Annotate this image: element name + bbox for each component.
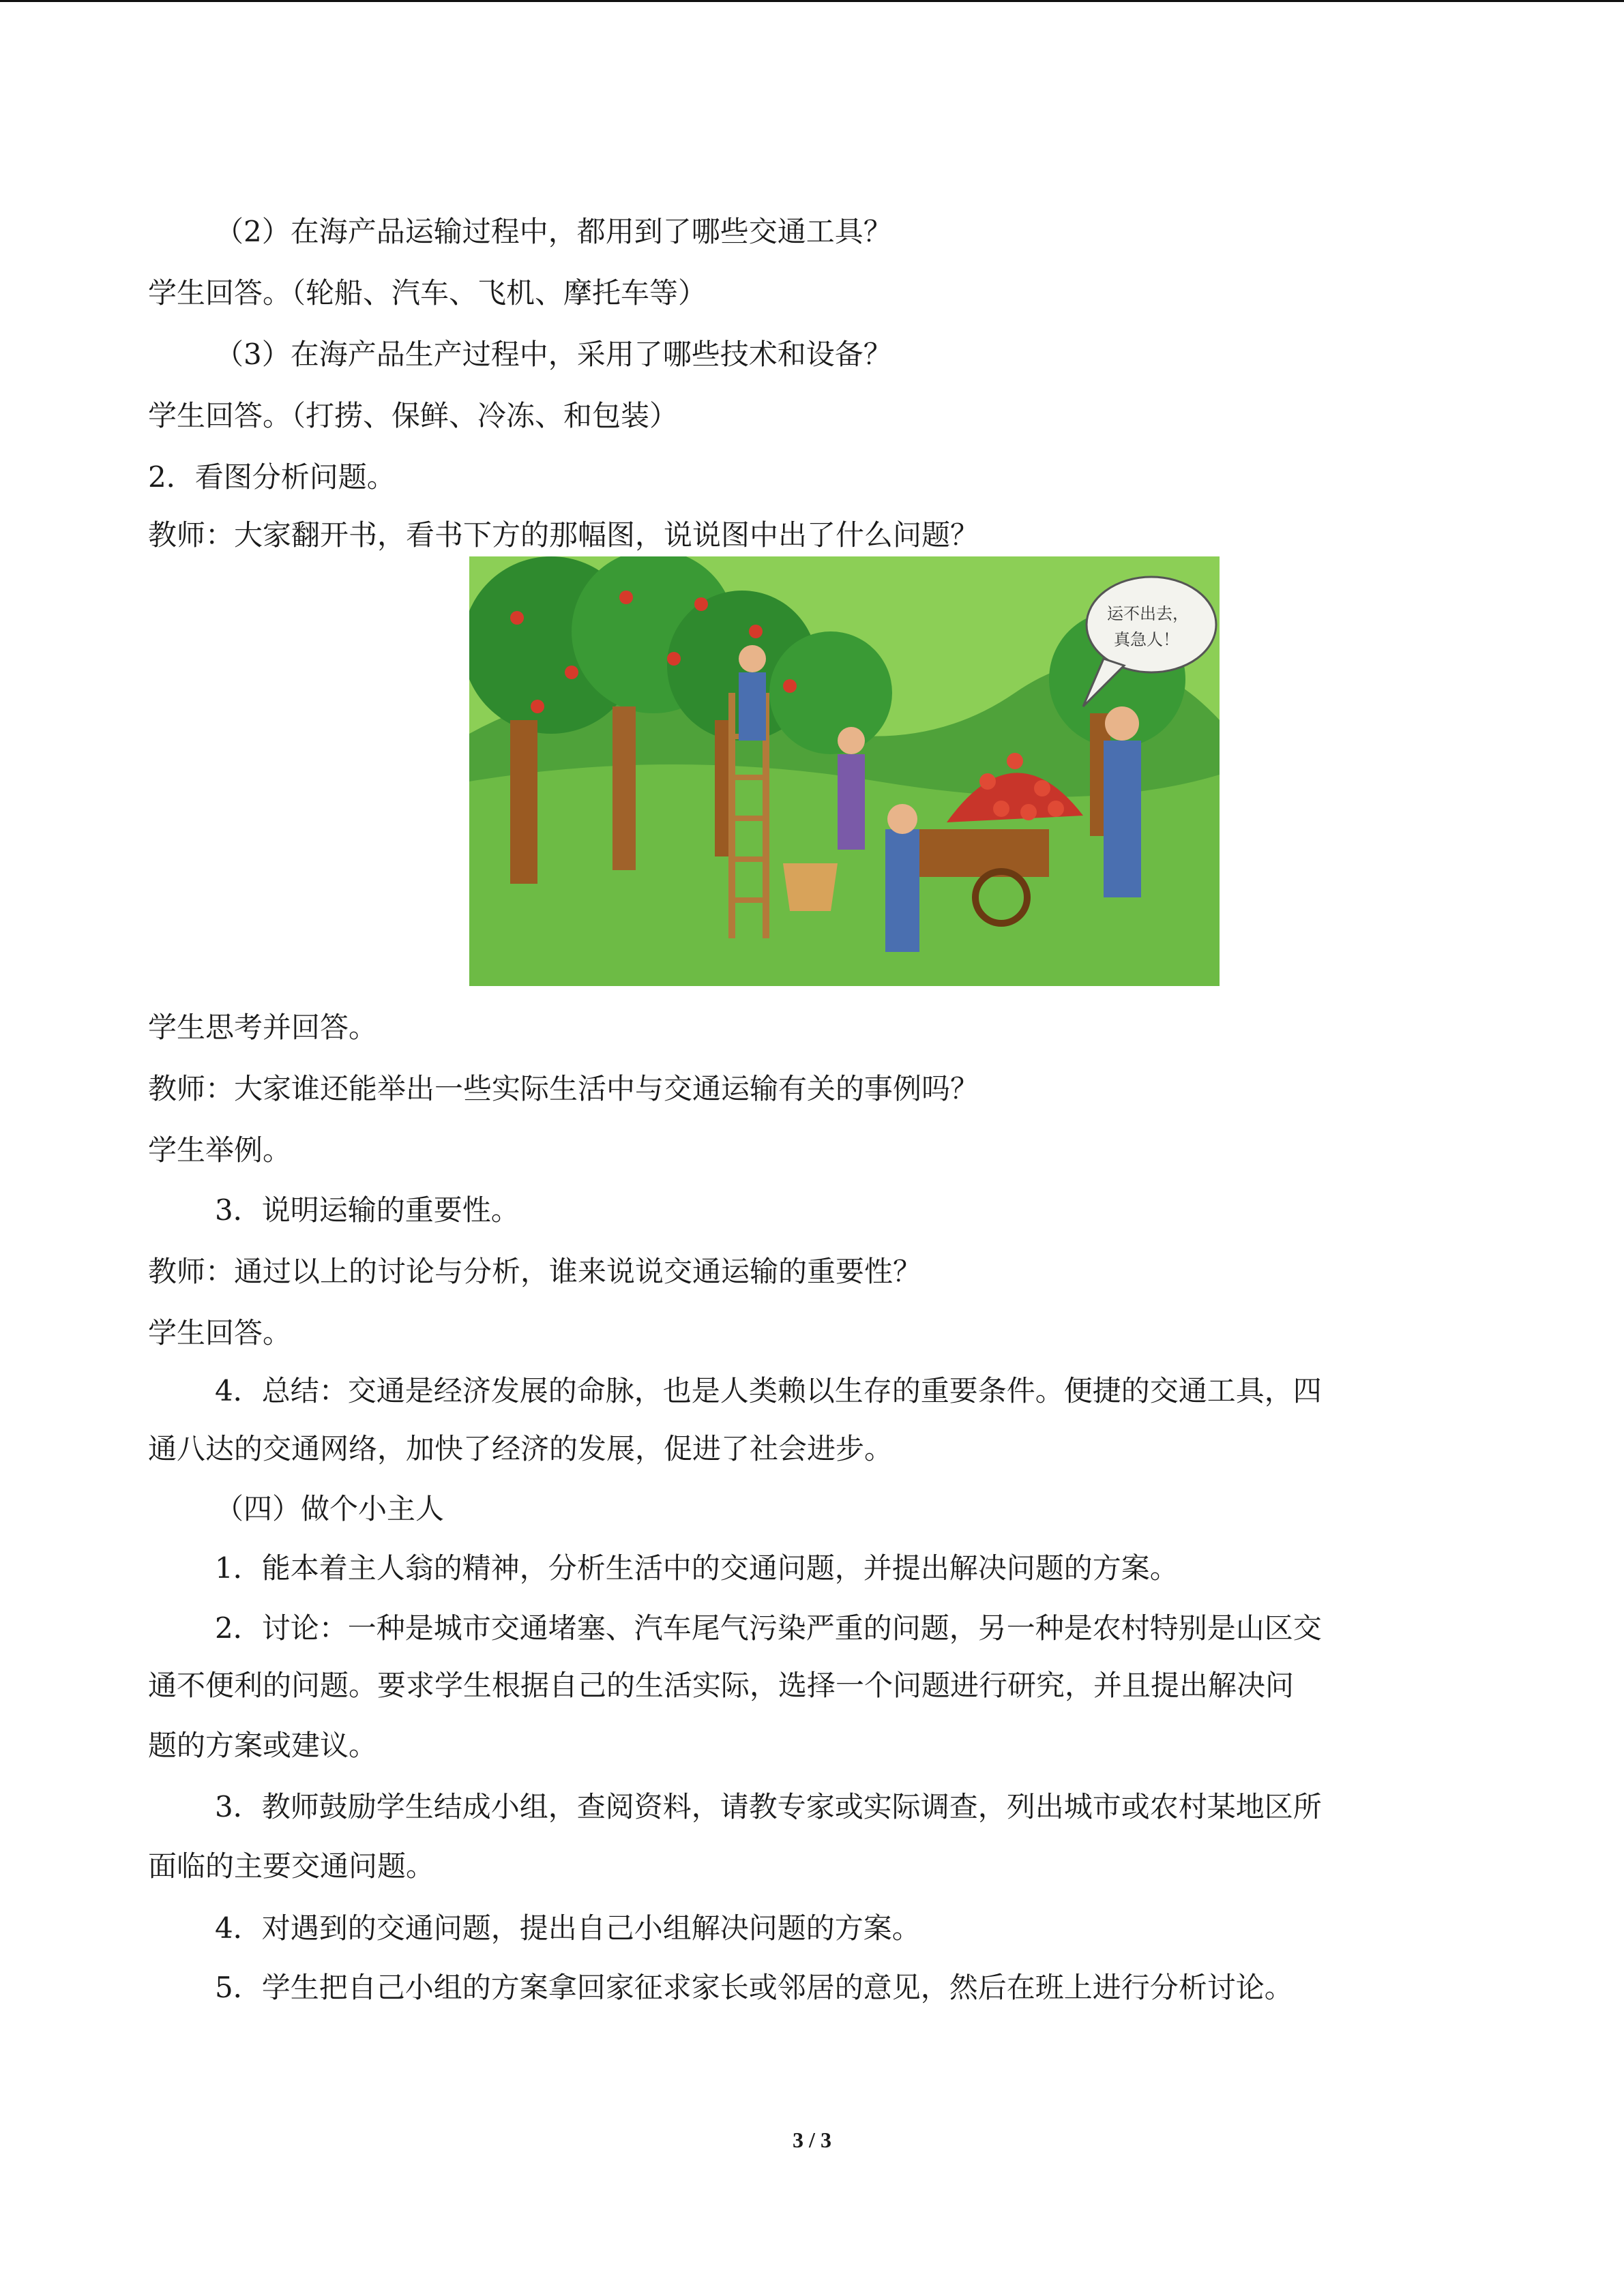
teacher-prompt-picture: 教师：大家翻开书，看书下方的那幅图，说说图中出了什么问题？ — [148, 518, 979, 552]
teacher-examples: 教师：大家谁还能举出一些实际生活中与交通运输有关的事例吗？ — [148, 1072, 979, 1105]
illustration-svg — [469, 556, 1220, 986]
student-examples: 学生举例。 — [148, 1133, 292, 1167]
student-think: 学生思考并回答。 — [148, 1011, 378, 1044]
item-1: 1．能本着主人翁的精神，分析生活中的交通问题，并提出解决问题的方案。 — [215, 1551, 1179, 1585]
answer-3: 学生回答。（打捞、保鲜、冷冻、和包装） — [148, 399, 679, 432]
item-2-line-1: 2．讨论：一种是城市交通堵塞、汽车尾气污染严重的问题，另一种是农村特别是山区交 — [215, 1611, 1322, 1645]
summary-line-2: 通八达的交通网络，加快了经济的发展，促进了社会进步。 — [148, 1432, 894, 1465]
step-2-heading: 2．看图分析问题。 — [148, 460, 396, 494]
item-3-line-1: 3．教师鼓励学生结成小组，查阅资料，请教专家或实际调查，列出城市或农村某地区所 — [215, 1790, 1322, 1823]
teacher-importance: 教师：通过以上的讨论与分析，谁来说说交通运输的重要性？ — [148, 1255, 922, 1288]
question-3: （3）在海产品生产过程中，采用了哪些技术和设备？ — [215, 338, 892, 371]
step-3-heading: 3．说明运输的重要性。 — [215, 1193, 520, 1227]
question-2: （2）在海产品运输过程中，都用到了哪些交通工具？ — [215, 215, 892, 248]
item-3-line-2: 面临的主要交通问题。 — [148, 1849, 435, 1883]
answer-2: 学生回答。（轮船、汽车、飞机、摩托车等） — [148, 276, 707, 310]
top-border-line — [0, 0, 1624, 2]
item-5: 5．学生把自己小组的方案拿回家征求家长或邻居的意见，然后在班上进行分析讨论。 — [215, 1971, 1293, 2004]
item-2-line-2: 通不便利的问题。要求学生根据自己的生活实际，选择一个问题进行研究，并且提出解决问 — [148, 1669, 1295, 1702]
speech-bubble-line-1: 运不出去， — [1107, 604, 1189, 623]
student-answer: 学生回答。 — [148, 1316, 292, 1350]
item-4: 4．对遇到的交通问题，提出自己小组解决问题的方案。 — [215, 1911, 921, 1945]
summary-line-1: 4．总结：交通是经济发展的命脉，也是人类赖以生存的重要条件。便捷的交通工具，四 — [215, 1374, 1322, 1407]
apple-harvest-illustration — [469, 556, 1220, 986]
page-number: 3 / 3 — [793, 2128, 831, 2152]
speech-bubble-line-2: 真急人！ — [1114, 630, 1179, 649]
item-2-line-3: 题的方案或建议。 — [148, 1729, 378, 1762]
section-4-heading: （四）做个小主人 — [215, 1492, 445, 1525]
